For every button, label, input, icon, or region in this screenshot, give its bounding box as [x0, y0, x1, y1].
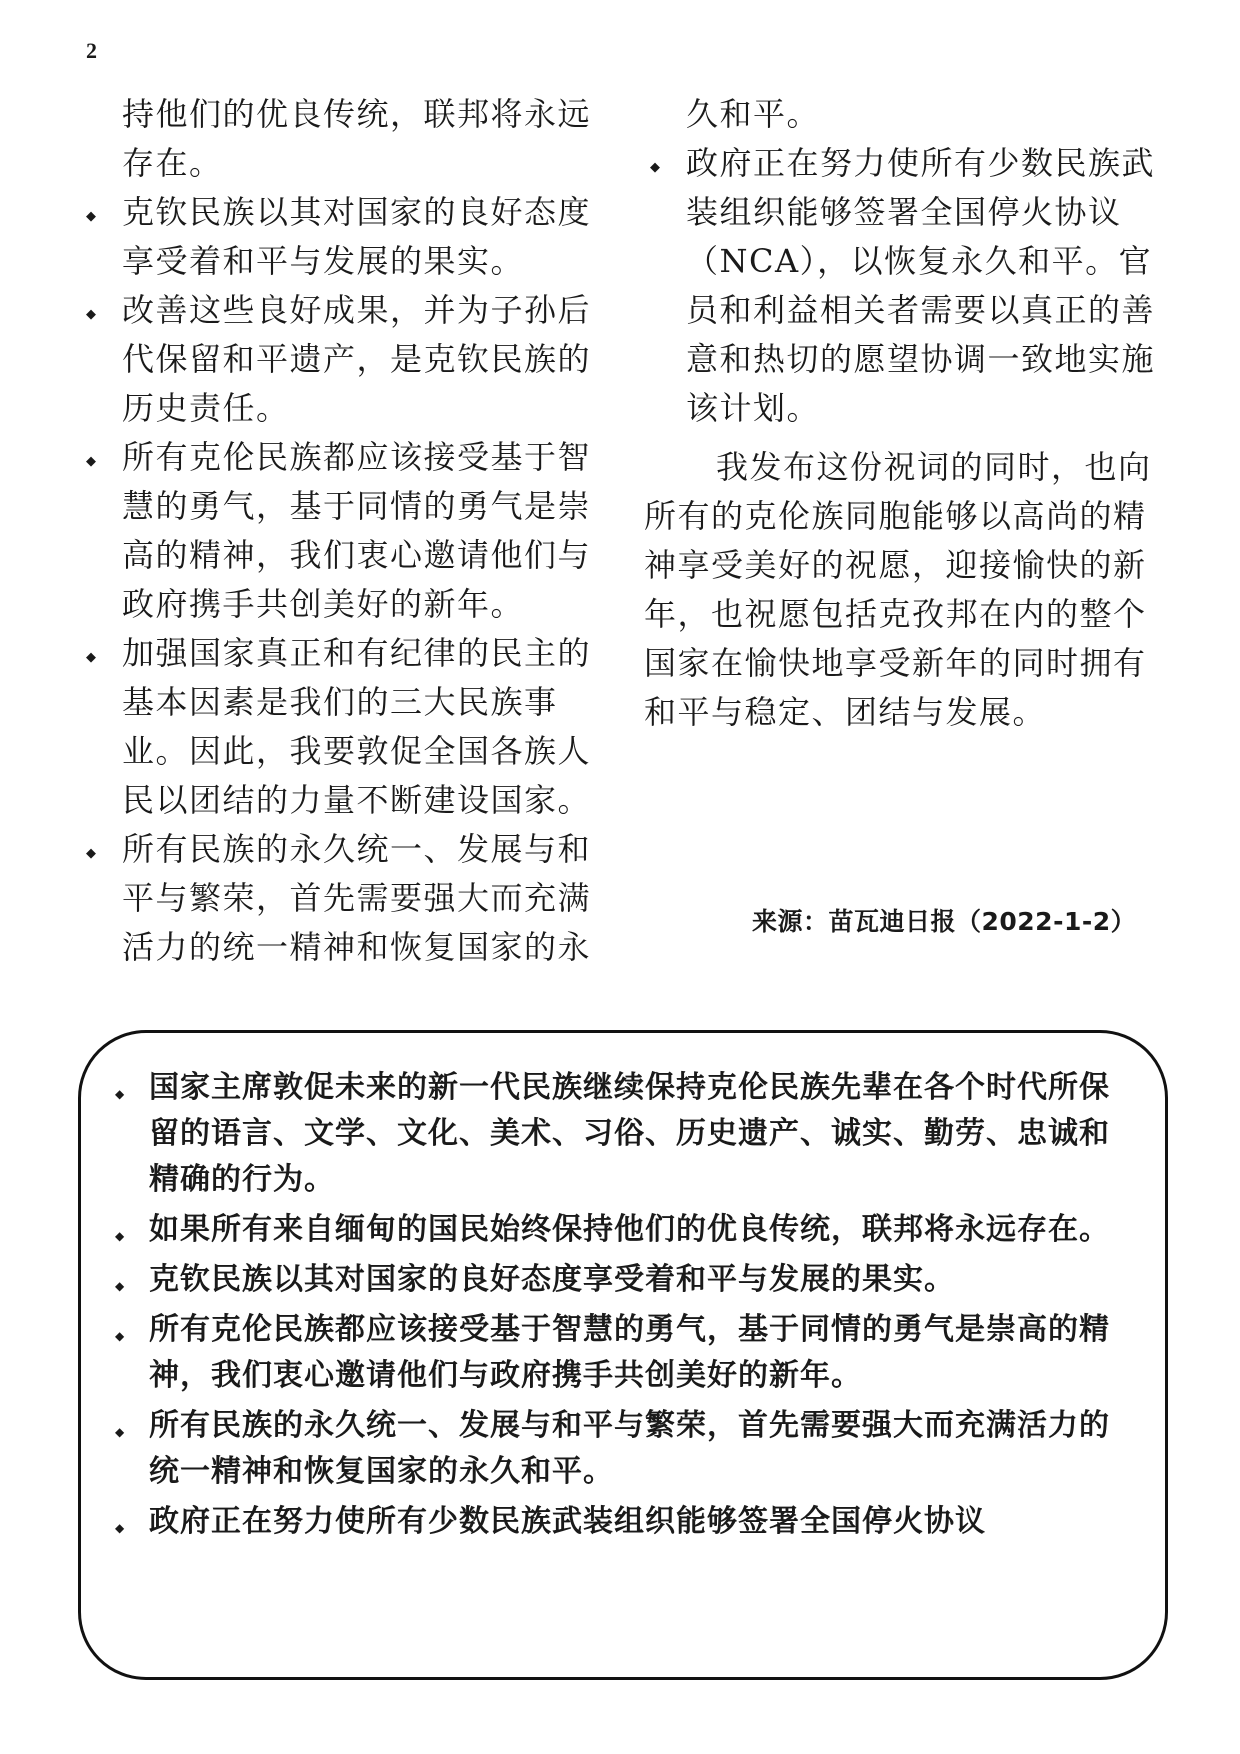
list-item [644, 139, 1174, 433]
list-item-text: 所有民族的永久统一、发展与和平与繁荣，首先需要强大而充满活力的统一精神和恢复国家的永 [122, 830, 592, 966]
bullet-icon: ◆ [86, 209, 98, 224]
source-citation: 来源：苗瓦迪日报（2022-1-2） [752, 907, 1137, 936]
summary-box [78, 1030, 1168, 1680]
list-item-text: 改善这些良好成果，并为子孙后代保留和平遗产，是克钦民族的历史责任。 [122, 291, 592, 427]
list-item-text: 所有克伦民族都应该接受基于智慧的勇气，基于同情的勇气是崇高的精神，我们衷心邀请他们与政府携手共创美好的新年。 [122, 438, 592, 623]
summary-list [109, 1065, 1125, 1545]
list-item [80, 629, 610, 825]
list-item [80, 286, 610, 433]
list-item [109, 1207, 1125, 1253]
list-item [80, 825, 610, 972]
bullet-icon: ◆ [115, 1229, 126, 1243]
bullet-list [80, 188, 610, 972]
left-column [80, 90, 610, 972]
list-item-text: 国家主席敦促未来的新一代民族继续保持克伦民族先辈在各个时代所保留的语言、文学、文化、美术、习俗、历史遗产、诚实、勤劳、忠诚和精确的行为。 [149, 1070, 1110, 1197]
list-item-text: 政府正在努力使所有少数民族武装组织能够签署全国停火协议 [149, 1504, 986, 1539]
list-item-text: 加强国家真正和有纪律的民主的基本因素是我们的三大民族事业。因此，我要敦促全国各族人民以团结的力量不断建设国家。 [122, 634, 592, 819]
bullet-icon: ◆ [86, 650, 98, 665]
list-item [109, 1257, 1125, 1303]
list-item [109, 1499, 1125, 1545]
list-item [109, 1065, 1125, 1203]
list-item [80, 433, 610, 629]
list-item [109, 1307, 1125, 1399]
list-item [80, 188, 610, 286]
closing-paragraph: 我发布这份祝词的同时，也向所有的克伦族同胞能够以高尚的精神享受美好的祝愿，迎接愉快的新年，也祝愿包括克孜邦在内的整个国家在愉快地享受新年的同时拥有和平与稳定、团结与发展。 [644, 448, 1152, 731]
list-item-text: 克钦民族以其对国家的良好态度享受着和平与发展的果实。 [149, 1262, 955, 1297]
list-item [109, 1403, 1125, 1495]
list-item-text: 所有克伦民族都应该接受基于智慧的勇气，基于同情的勇气是崇高的精神，我们衷心邀请他们与政府携手共创美好的新年。 [149, 1312, 1110, 1393]
continued-text: 持他们的优良传统，联邦将永远存在。 [122, 95, 592, 182]
continued-text: 久和平。 [686, 95, 821, 133]
bullet-icon: ◆ [86, 307, 98, 322]
page-number: 2 [86, 38, 97, 63]
list-item-text: 克钦民族以其对国家的良好态度享受着和平与发展的果实。 [122, 193, 592, 280]
bullet-icon: ◆ [115, 1329, 126, 1343]
list-item-text: 政府正在努力使所有少数民族武装组织能够签署全国停火协议（NCA），以恢复永久和平。官员和利益相关者需要以真正的善意和热切的愿望协调一致地实施该计划。 [686, 144, 1156, 427]
list-item-text: 如果所有来自缅甸的国民始终保持他们的优良传统，联邦将永远存在。 [149, 1212, 1110, 1247]
bullet-icon: ◆ [650, 160, 662, 175]
bullet-icon: ◆ [115, 1087, 126, 1101]
bullet-icon: ◆ [115, 1279, 126, 1293]
bullet-icon: ◆ [115, 1521, 126, 1535]
bullet-list [644, 139, 1174, 433]
bullet-icon: ◆ [86, 454, 98, 469]
bullet-icon: ◆ [115, 1425, 126, 1439]
list-item-text: 所有民族的永久统一、发展与和平与繁荣，首先需要强大而充满活力的统一精神和恢复国家的永久和平。 [149, 1408, 1110, 1489]
right-column [644, 90, 1174, 737]
bullet-icon: ◆ [86, 846, 98, 861]
